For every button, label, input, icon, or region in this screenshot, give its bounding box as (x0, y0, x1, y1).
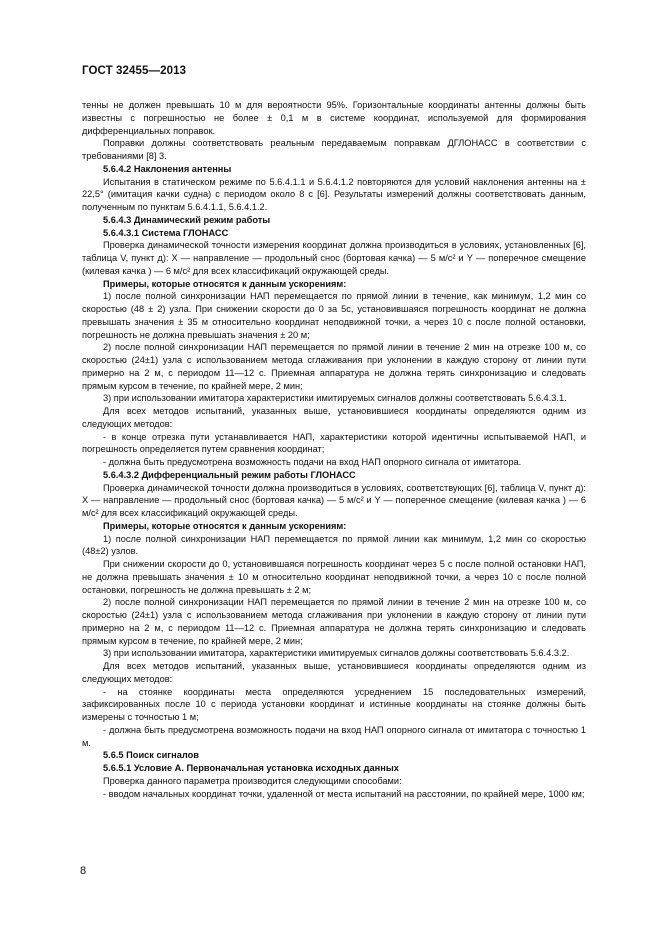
paragraph: тенны не должен превышать 10 м для вероятности 95%. Горизонтальные координаты антенны должны быть известны с погрешностью не более ± 0,1 м в системе координат, используемой для формирования дифференциальных поправок. (82, 100, 586, 136)
section-heading: 5.6.4.3.1 Система ГЛОНАСС (103, 227, 229, 238)
paragraph: Проверка данного параметра производится следующими способами: (103, 775, 402, 786)
page-number: 8 (80, 865, 87, 877)
list-item: 3) при использовании имитатора характеристики имитируемых сигналов должны соответствовать 5.6.4.3.1. (103, 393, 567, 404)
paragraph: Проверка динамической точности измерения координат должна производиться в условиях, установленных [6], таблица V, пункт д): X — направление — продольный снос (бортовая качка) — 5 м/с² и Y — поперечное смещение (килевая качка ) — 6 м/с² для всех классификаций окружающей среды. (82, 240, 586, 276)
list-item: - вводом начальных координат точки, удаленной от места испытаний на расстоянии, по крайней мере, 1000 км; (103, 788, 585, 799)
section-heading: 5.6.4.3.2 Дифференциальный режим работы ГЛОНАСС (103, 469, 356, 480)
paragraph: Проверка динамической точности должна производиться в условиях, соответствующих [6], таблица V, пункт д): X — направление — продольный снос (бортовая качка) — 5 м/с² и Y — поперечное смещение (килевая качка ) — 6 м/с² для всех классификаций окружающей среды. (82, 482, 586, 518)
section-heading: 5.6.5 Поиск сигналов (103, 750, 199, 761)
list-item: 2) после полной синхронизации НАП перемещается по прямой линии в течение 2 мин на отрезке 100 м, со скоростью (24±1) узла с использованием метода сглаживания при уклонении в каждую сторону от линии пути примерно на 2 м, с периодом 11—12 с. Приемная аппаратура не должна терять синхронизацию и следовать прямым курсом в течение, по крайней мере, 2 мин; (82, 342, 586, 391)
section-heading: 5.6.4.2 Наклонения антенны (103, 163, 232, 174)
list-item: - в конце отрезка пути устанавливается НАП, характеристики которой идентичны испытываемой НАП, и погрешность определяется путем сравнения координат; (82, 431, 586, 455)
document-body (82, 99, 586, 800)
paragraph: Поправки должны соответствовать реальным передаваемым поправкам ДГЛОНАСС в соответствии с требованиями [8] 3. (82, 138, 586, 161)
section-heading: 5.6.5.1 Условие А. Первоначальная установка исходных данных (103, 763, 399, 773)
paragraph: При снижении скорости до 0, установившаяся погрешность координат через 5 с после полной остановки НАП, не должна превышать значения ± 10 м относительно координат неподвижной точки, а через 10 с после полной остановки, погрешность не должна превышать ± 2 м; (82, 559, 586, 595)
list-item: - на стоянке координаты места определяются усреднением 15 последовательных измерений, зафиксированных после 10 с периода установки координат и истинные координаты на стоянке должны быть измерены с точностью 1 м; (82, 686, 586, 722)
document-code-header: ГОСТ 32455—2013 (82, 65, 187, 77)
list-item: 1) после полной синхронизации НАП перемещается по прямой линии в течение, как минимум, 1,2 мин со скоростью (48 ± 2) узла. При снижении скорости до 0 за 5с, установившаяся погрешность координат не должна превышать значения ± 35 м относительно координат неподвижной точки, а через 10 с после полной остановки, погрешность не должна превышать значения ± 20 м; (82, 291, 586, 340)
examples-heading: Примеры, которые относятся к данным ускорениям: (103, 278, 347, 289)
paragraph: Для всех методов испытаний, указанных выше, установившиеся координаты определяются одним из следующих методов: (82, 406, 586, 429)
paragraph: Испытания в статическом режиме по 5.6.4.1.1 и 5.6.4.1.2 повторяются для условий наклонения антенны на ± 22,5° (имитация качки судна) с периодом около 8 с [6]. Результаты измерений должны соответствовать данным, полученным по пунктам 5.6.4.1.1, 5.6.4.1.2. (82, 176, 586, 212)
section-heading: 5.6.4.3 Динамический режим работы (103, 214, 271, 225)
list-item: 2) после полной синхронизации НАП перемещается по прямой линии в течение 2 мин на отрезке 100 м, со скоростью (24±1) узла с использованием метода сглаживания при уклонении в каждую сторону от линии пути примерно на 2 м, с периодом 11—12 с. Приемная аппаратура не должна терять синхронизацию и следовать прямым курсом в течение, по крайней мере, 2 мин; (82, 597, 586, 646)
list-item: - должна быть предусмотрена возможность подачи на вход НАП опорного сигнала от имитатора с точностью 1 м. (82, 724, 586, 748)
examples-heading: Примеры, которые относятся к данным ускорениям: (103, 520, 347, 531)
list-item: 1) после полной синхронизации НАП перемещается по прямой линии как минимум, 1,2 мин со скоростью (48±2) узлов. (82, 533, 586, 557)
paragraph: Для всех методов испытаний, указанных выше, установившиеся координаты определяются одним из следующих методов: (82, 661, 586, 684)
list-item: - должна быть предусмотрена возможность подачи на вход НАП опорного сигнала от имитатора. (103, 457, 522, 467)
list-item: 3) при использовании имитатора, характеристики имитируемых сигналов должны соответствовать 5.6.4.3.2. (103, 648, 570, 659)
